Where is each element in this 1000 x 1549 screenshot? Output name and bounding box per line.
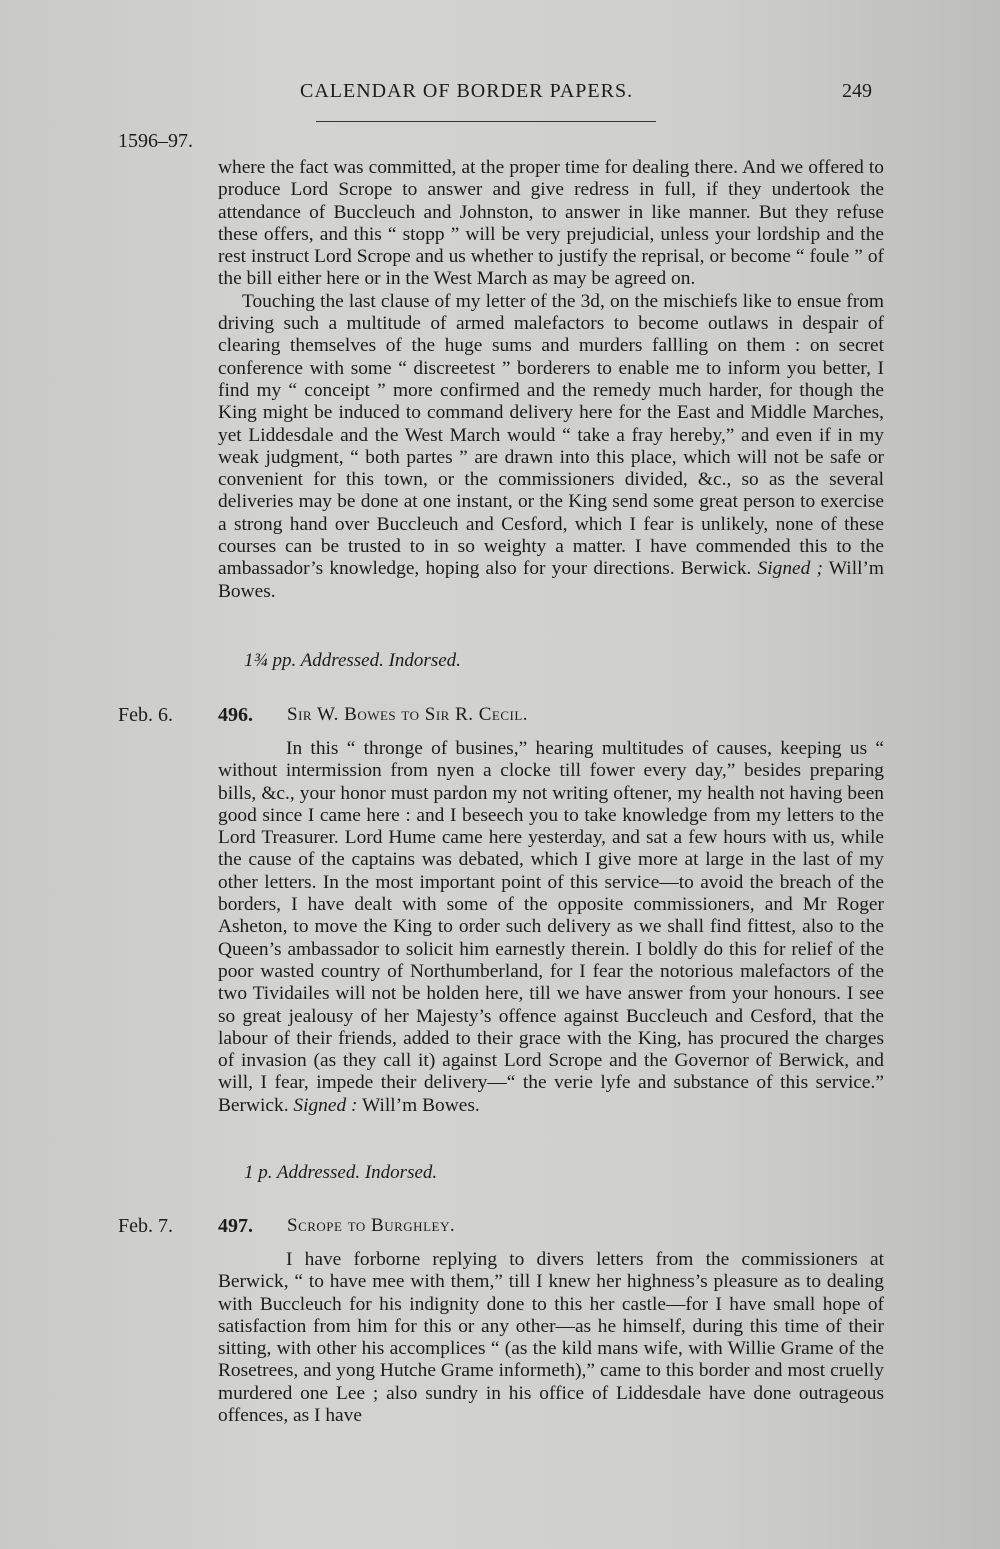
signed-label: Signed : (293, 1094, 358, 1116)
paragraph: I have forborne replying to divers letters from the commissioners at Berwick, “ to have mee with them,” till I knew her highness’s pleasure as to dealing with Buccleuch for his indignity done to this her castle—for I have small hope of satisfaction from him for this or any other—as he himself, during this time of their sitting, with other his accomplices “ (as the kild mans wife, with Willie Grame of the Rosetrees, and yong Hutche Grame informeth),” came to this border and most cruelly murdered one Lee ; also sundry in his office of Liddesdale have done outrageous offences, as I have (218, 1249, 884, 1427)
entry-title: Sir W. Bowes to Sir R. Cecil. (287, 704, 529, 725)
page-number: 249 (842, 80, 872, 102)
letter-body (218, 738, 884, 1117)
document-note: 1 p. Addressed. Indorsed. (244, 1162, 438, 1183)
paragraph-text: Touching the last clause of my letter of the 3d, on the mischiefs like to ensue from driving such a multitude of armed malefactors to become outlaws in despair of clearing themselves of the huge sums and murders fallling on them : on secret conference with some “ discreetest ” borderers to enable me to inform you better, I find my “ conceipt ” more confirmed and the remedy much harder, for though the King might be induced to command delivery here for the East and Middle Marches, yet Liddesdale and the West March would “ take a fray hereby,” and even if in my weak judgment, “ both partes ” are drawn into this place, which will not be safe or convenient for this town, or the commissioners divided, &c., so as the several deliveries may be done at one instant, or the King send some great person to exercise a strong hand over Buccleuch and Cesford, which I fear is unlikely, none of these courses can be trusted to in so weighty a matter. I have commended this to the ambassador’s knowledge, hoping also for your directions. Berwick. (218, 290, 884, 580)
entry-number: 496. (218, 704, 253, 726)
entry-number: 497. (218, 1215, 253, 1237)
continuation-letter (218, 157, 884, 603)
margin-year: 1596–97. (118, 130, 193, 152)
paragraph-text: In this “ thronge of busines,” hearing multitudes of causes, keeping us “ without intermission from nyen a clocke till fower every day,” besides preparing bills, &c., your honor must pardon my not writing oftener, my health not having been good since I came here : and I beseech you to take knowledge from my letters to the Lord Treasurer. Lord Hume came here yesterday, and sat a few hours with us, while the cause of the captains was debated, which I give more at large in the last of my other letters. In the most important point of this service—to avoid the breach of the borders, I have dealt with some of the opposite commissioners, and Mr Roger Asheton, to move the King to order such delivery as we shall find fittest, also to the Queen’s ambassador to solicit him earnestly therein. I boldly do this for relief of the poor wasted country of Northumberland, for I fear the notorious malefactors of the two Tividailes will not be holden here, till we have answer from your honours. I see so great jealousy of her Majesty’s offence against Buccleuch and Cesford, that the labour of their friends, added to their grace with the King, has procured the charges of invasion (as they call it) against Lord Scrope and the Governor of Berwick, and will, I fear, impede their delivery—“ the verie lyfe and substance of this service.” Berwick. (218, 738, 884, 1116)
paragraph (218, 738, 884, 1117)
document-note: 1¾ pp. Addressed. Indorsed. (244, 650, 461, 671)
running-title: CALENDAR OF BORDER PAPERS. (300, 80, 634, 102)
paragraph (218, 291, 884, 603)
running-header (0, 80, 1000, 120)
paragraph: where the fact was committed, at the proper time for dealing there. And we offered to produce Lord Scrope to answer and give redress in full, if they undertook the attendance of Buccleuch and Johnston, to answer in like manner. But they refuse these offers, and this “ stopp ” will be very prejudicial, unless your lordship and the rest instruct Lord Scrope and us whether to justify the reprisal, or become “ foule ” of the bill either here or in the West March as may be agreed on. (218, 157, 884, 290)
entry-date: Feb. 6. (118, 704, 173, 726)
signatory: Will’m Bowes. (362, 1094, 480, 1116)
signed-label: Signed ; (757, 558, 823, 580)
entry-date: Feb. 7. (118, 1215, 173, 1237)
header-rule (316, 121, 656, 122)
letter-body (218, 1249, 884, 1427)
signatory: Will’m Bowes. (218, 558, 885, 602)
entry-title: Scrope to Burghley. (287, 1215, 456, 1236)
